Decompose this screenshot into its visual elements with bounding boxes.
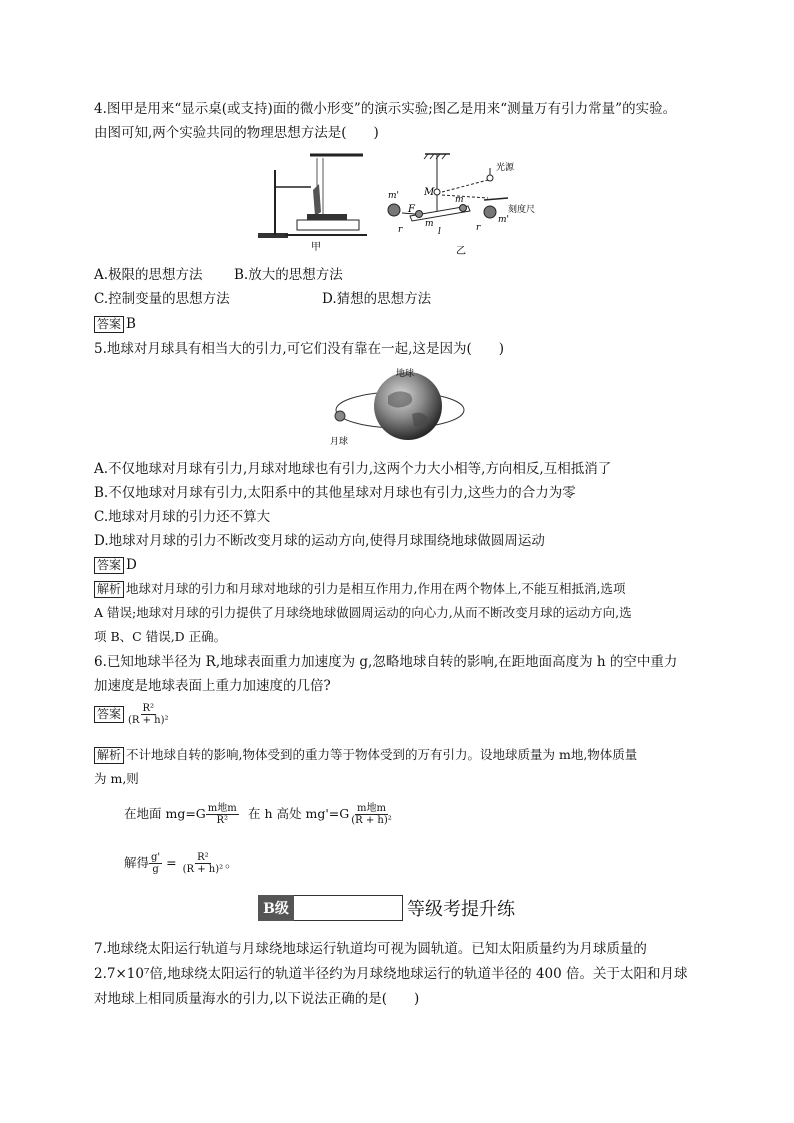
q5-analysis-line1 [94, 580, 625, 598]
fig-r-right: r [476, 223, 481, 233]
q6-answer [94, 703, 171, 726]
fig-F-label: F [408, 204, 415, 215]
figure-jia [255, 150, 375, 252]
q6-equation-1 [124, 803, 239, 826]
q4-answer [94, 315, 136, 333]
q4-option-a: A.极限的思想方法 [94, 267, 203, 283]
q6-equation-3 [124, 852, 238, 875]
frac-num: R² [142, 703, 155, 714]
q6-analysis-line1 [94, 746, 637, 764]
answer-tag: 答案 [94, 316, 124, 333]
q4-option-c: C.控制变量的思想方法 [94, 291, 230, 307]
frac-num: m地m [357, 803, 386, 814]
fig-m-left: m [425, 219, 434, 229]
eq1-left: 在地面 mg=G [124, 806, 206, 821]
q5-stem: 5.地球对月球具有相当大的引力,可它们没有靠在一起,这是因为( ) [94, 341, 504, 357]
q6-stem-line2: 加速度是地球表面上重力加速度的几倍? [94, 678, 331, 694]
section-header [258, 895, 515, 921]
analysis-tag: 解析 [94, 581, 124, 598]
frac-den: (R + h)² [128, 715, 169, 726]
frac-num: R² [197, 852, 209, 863]
frac-den: g [152, 864, 159, 875]
figure-yi [380, 150, 580, 260]
q6-analysis-text1: 不计地球自转的影响,物体受到的重力等于物体受到的万有引力。设地球质量为 m地,物体质量 [126, 747, 638, 762]
section-blank-box [294, 895, 403, 921]
eq2-fraction [349, 803, 394, 826]
analysis-tag: 解析 [94, 747, 124, 764]
q4-stem-line1: 4.图甲是用来“显示桌(或支持)面的微小形变”的演示实验;图乙是用来“测量万有引力常量”的实验。 [94, 101, 677, 117]
fig-jia-label: 甲 [311, 242, 321, 252]
moon-icon [335, 411, 345, 421]
q5-answer [94, 556, 137, 574]
q7-stem-line2: 2.7×10⁷倍,地球绕太阳运行的轨道半径约为月球绕地球运行的轨道半径的 400 倍。关于太阳和月球 [94, 966, 688, 982]
fig-mprime-right: m' [498, 215, 510, 225]
earth-globe-icon [374, 372, 442, 440]
answer-tag: 答案 [94, 706, 124, 723]
fig-light-label: 光源 [496, 163, 515, 173]
q5-option-c: C.地球对月球的引力还不算大 [94, 509, 271, 525]
eq3-rfraction [181, 852, 226, 875]
q6-analysis-line2: 为 m,则 [94, 771, 139, 786]
q4-option-d: D.猜想的思想方法 [322, 291, 432, 307]
eq1-fraction [206, 803, 239, 826]
earth-moon-figure [328, 366, 468, 450]
fig-l-label: l [438, 227, 441, 237]
fig-M-label: M [424, 187, 435, 198]
q5-option-d: D.地球对月球的引力不断改变月球的运动方向,使得月球围绕地球做圆周运动 [94, 533, 545, 549]
fig-earth-label: 地球 [396, 369, 415, 379]
q6-stem-line1: 6.已知地球半径为 R,地球表面重力加速度为 g,忽略地球自转的影响,在距地面高度为 h 的空中重力 [94, 654, 678, 670]
q6-equation-2 [248, 803, 394, 826]
eq3-lfraction [149, 852, 162, 875]
q7-stem-line1: 7.地球绕太阳运行轨道与月球绕地球运行轨道均可视为圆轨道。已知太阳质量约为月球质量的 [94, 941, 647, 957]
q5-answer-value: D [126, 557, 137, 573]
fig-ruler-label: 刻度尺 [508, 205, 536, 215]
q6-answer-fraction [126, 703, 171, 726]
q4-answer-value: B [126, 316, 136, 332]
eq3-left: 解得 [124, 855, 150, 870]
eq3-end: 。 [225, 855, 238, 870]
fig-moon-label: 月球 [330, 437, 349, 447]
answer-tag: 答案 [94, 557, 124, 574]
frac-den: (R + h)² [182, 864, 224, 875]
frac-num: g' [151, 852, 161, 863]
q5-analysis-text1: 地球对月球的引力和月球对地球的引力是相互作用力,作用在两个物体上,不能互相抵消,选项 [126, 581, 626, 596]
frac-den: R² [216, 815, 229, 826]
eq2-left: 在 h 高处 mg'=G [248, 806, 350, 821]
fig-r-left: r [398, 225, 403, 235]
frac-den: (R + h)² [351, 815, 392, 826]
level-badge: B级 [258, 895, 294, 921]
q5-option-a: A.不仅地球对月球有引力,月球对地球也有引力,这两个力大小相等,方向相反,互相抵消了 [94, 461, 612, 477]
q5-analysis-line3: 项 B、C 错误,D 正确。 [94, 629, 227, 644]
fig-mprime-left: m' [388, 191, 400, 201]
q5-option-b: B.不仅地球对月球有引力,太阳系中的其他星球对月球也有引力,这些力的合力为零 [94, 485, 576, 501]
q7-stem-line3: 对地球上相同质量海水的引力,以下说法正确的是( ) [94, 991, 420, 1007]
q4-stem-line2: 由图可知,两个实验共同的物理思想方法是( ) [94, 125, 379, 141]
section-title: 等级考提升练 [407, 899, 515, 920]
frac-num: m地m [207, 803, 237, 814]
fig-m-right: m [455, 195, 464, 205]
eq3-equals: = [162, 855, 181, 870]
q5-analysis-line2: A 错误;地球对月球的引力提供了月球绕地球做圆周运动的向心力,从而不断改变月球的运动方向,选 [94, 605, 632, 620]
fig-yi-label: 乙 [456, 246, 466, 257]
q4-option-b: B.放大的思想方法 [234, 267, 343, 283]
